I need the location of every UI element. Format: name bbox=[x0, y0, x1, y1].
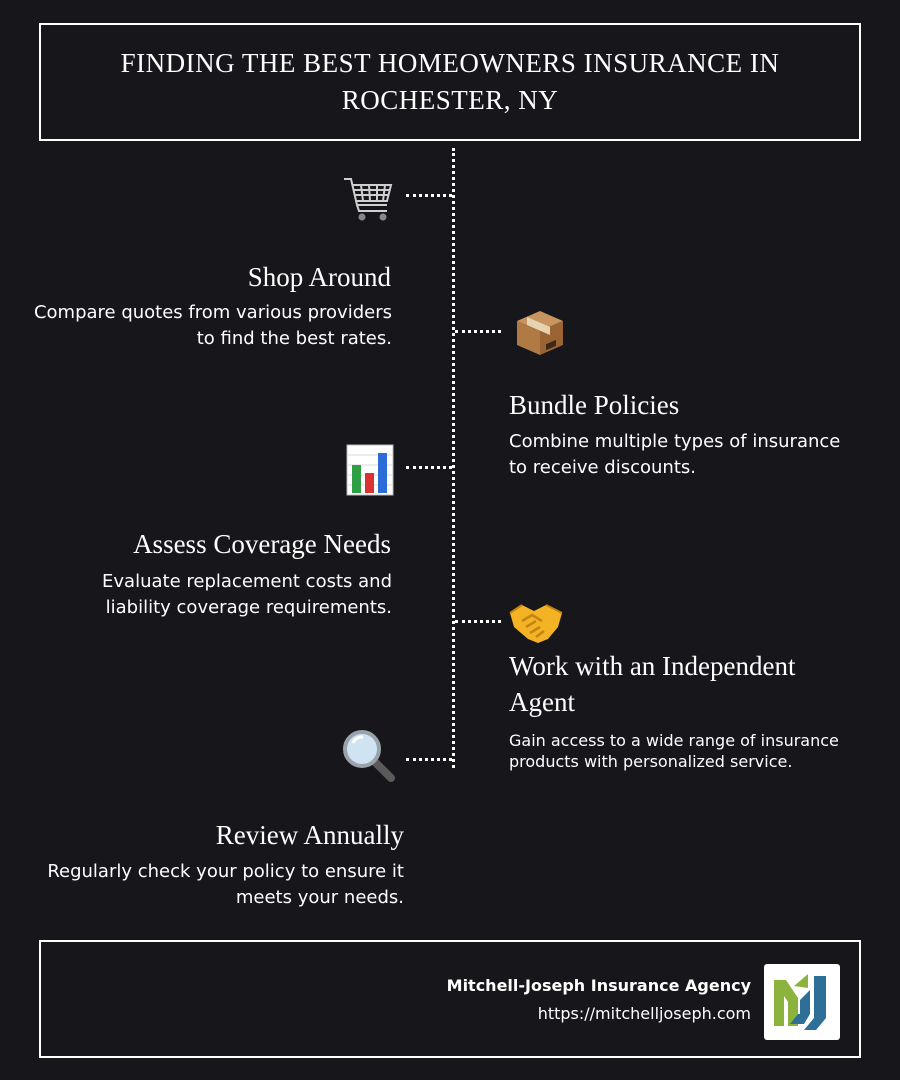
mj-logo-icon bbox=[764, 964, 840, 1040]
step-title: Review Annually bbox=[215, 820, 404, 850]
step-description: Regularly check your policy to ensure it meets your needs. bbox=[47, 861, 404, 908]
magnifying-glass-icon bbox=[341, 728, 397, 784]
connector-dots bbox=[455, 620, 501, 623]
connector-dots bbox=[455, 330, 501, 333]
step-description: Evaluate replacement costs and liability coverage requirements. bbox=[102, 571, 392, 618]
header-box bbox=[39, 23, 861, 141]
footer-box bbox=[39, 940, 861, 1058]
step-description: Combine multiple types of insurance to receive discounts. bbox=[509, 431, 841, 478]
connector-dots bbox=[406, 466, 452, 469]
handshake-icon bbox=[508, 594, 564, 650]
bar-chart-icon bbox=[342, 442, 398, 498]
step-description: Compare quotes from various providers to find the best rates. bbox=[33, 302, 392, 349]
step-title: Assess Coverage Needs bbox=[133, 529, 391, 559]
timeline-line bbox=[452, 148, 455, 768]
shopping-cart-icon bbox=[340, 170, 396, 226]
connector-dots bbox=[406, 194, 452, 197]
step-title: Work with an Independent Agent bbox=[509, 651, 796, 717]
connector-dots bbox=[406, 758, 452, 761]
agency-url[interactable]: https://mitchelljoseph.com bbox=[537, 1004, 751, 1023]
step-title: Bundle Policies bbox=[509, 390, 680, 420]
step-title: Shop Around bbox=[247, 262, 391, 292]
agency-name: Mitchell-Joseph Insurance Agency bbox=[446, 976, 751, 995]
page-title: FINDING THE BEST HOMEOWNERS INSURANCE IN ROCHESTER, NY bbox=[120, 48, 780, 115]
package-icon bbox=[512, 304, 568, 360]
step-description: Gain access to a wide range of insurance products with personalized service. bbox=[509, 731, 839, 771]
